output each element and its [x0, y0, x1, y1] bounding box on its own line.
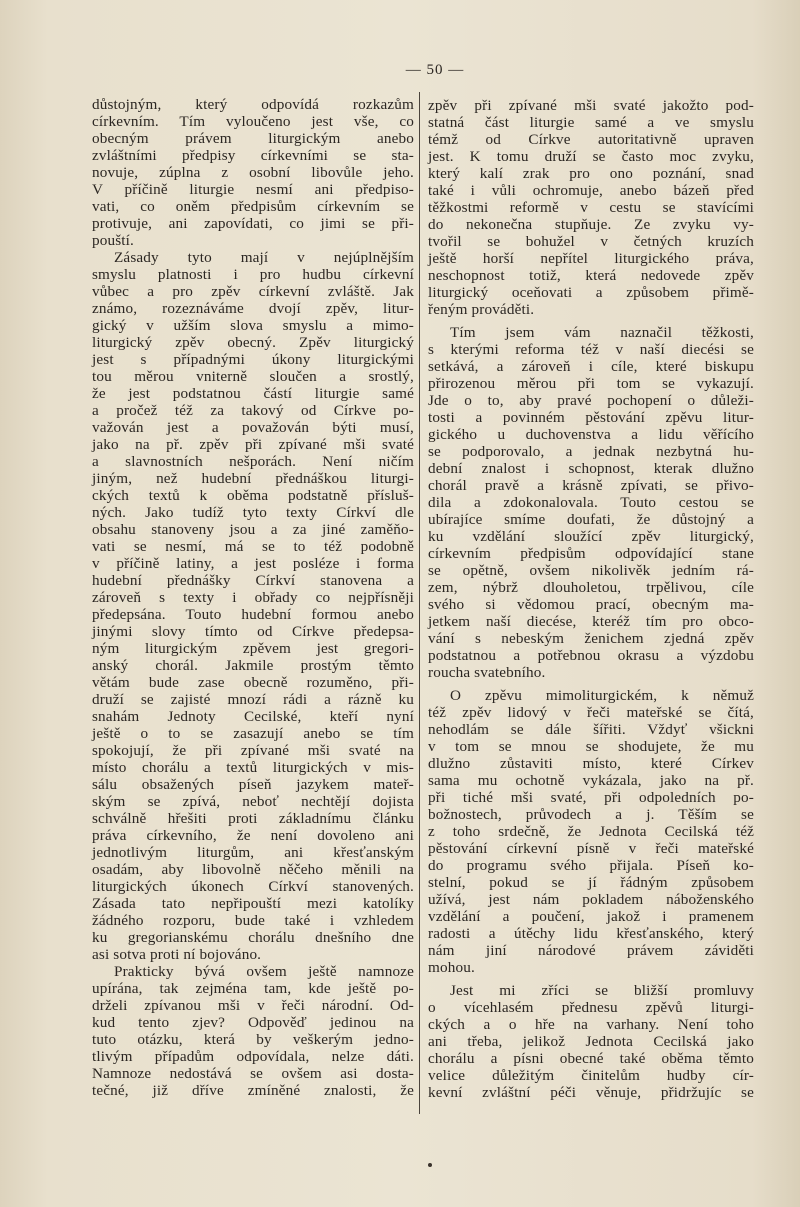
- text-line: jinými slovy tímto od Církve předepsa-: [92, 623, 414, 640]
- text-line: kevní zvláštní péči věnuje, přidržujíc se: [428, 1084, 754, 1101]
- text-line: osadám, aby libovolně něčeho měnili na: [92, 861, 414, 878]
- text-line: smyslu platnosti i pro hudbu církevní: [92, 266, 414, 283]
- text-line: Prakticky bývá ovšem ještě namnoze: [114, 963, 414, 980]
- text-line: liturgický zpěv obecný. Zpěv liturgický: [92, 334, 414, 351]
- text-line: chorálu a písni obecné také oběma těmto: [428, 1050, 754, 1067]
- paragraph: [92, 963, 414, 1099]
- text-line: protivuje, ani zapovídati, co jimi se při-: [92, 215, 414, 232]
- text-line: Jde o to, aby pravé pochopení o důleži-: [428, 392, 754, 409]
- text-line: témž od Církve autoritativně upraven: [428, 131, 754, 148]
- text-line: drželi zpívanou mši v řeči národní. Od-: [92, 997, 414, 1014]
- text-line: dila a zdokonalovala. Touto cestou se: [428, 494, 754, 511]
- text-line: Tím jsem vám naznačil těžkosti,: [450, 324, 754, 341]
- text-line: Jest mi zříci se bližší promluvy: [450, 982, 754, 999]
- text-line: zvláštními předpisy církevními se sta-: [92, 147, 414, 164]
- text-line: ani třeba, jelikož Jednota Cecilská jako: [428, 1033, 754, 1050]
- text-line: nám jiní národové právem záviděti: [428, 942, 754, 959]
- text-line: do programu svého přijala. Píseň ko-: [428, 857, 754, 874]
- text-line: stelní, pokud se jí řádným způsobem: [428, 874, 754, 891]
- text-line: O zpěvu mimoliturgickém, k němuž: [450, 687, 754, 704]
- text-line: liturgický oceňovati a způsobem přimě-: [428, 284, 754, 301]
- text-line: roucha svatebního.: [428, 664, 546, 681]
- text-line: sálu obsažených píseň jazykem mateř-: [92, 776, 414, 793]
- paragraph: [92, 249, 414, 963]
- text-line: mohou.: [428, 959, 475, 976]
- text-line: sama mu ochotně vykázala, jako na př.: [428, 772, 754, 789]
- column-divider: [419, 92, 420, 1114]
- paragraph: [428, 324, 754, 681]
- text-line: s kterými reforma též v naší diecési se: [428, 341, 754, 358]
- text-line: vati, co oněm předpisům církevním se: [92, 198, 414, 215]
- paragraph: [428, 982, 754, 1101]
- text-line: ským se zpívá, neboť nechtějí dojista: [92, 793, 414, 810]
- text-line: ckých textů k oběma podstatně přísluš-: [92, 487, 414, 504]
- text-line: asi sotva proti ní bojováno.: [92, 946, 262, 963]
- text-line: tlivým případům odpovídala, nelze dáti.: [92, 1048, 414, 1065]
- text-line: jest s případnými úkony liturgickými: [92, 351, 414, 368]
- text-line: ještě horší nepřítel liturgického práva,: [428, 250, 754, 267]
- text-line: známo, rozeznáváme dvojí zpěv, litur-: [92, 300, 414, 317]
- text-line: řeným prováděti.: [428, 301, 535, 318]
- text-line: přirozenou měrou při tom se vykazují.: [428, 375, 754, 392]
- text-line: ných. Jako tudíž tyto texty Církví dle: [92, 504, 414, 521]
- text-line: ku vzdělání sloužící zpěv liturgický,: [428, 528, 754, 545]
- text-line: vzdělání a poučení, jakož i pramenem: [428, 908, 754, 925]
- text-line: kud tento zjev? Odpověď jedinou na: [92, 1014, 414, 1031]
- text-line: jiným, než hudební přednáškou liturgi-: [92, 470, 414, 487]
- text-line: církevním. Tím vyloučeno jest vše, co: [92, 113, 414, 130]
- text-line: novuje, zúplna z osobní libovůle jeho.: [92, 164, 414, 181]
- text-line: v tom se mnou se shodujete, že mu: [428, 738, 754, 755]
- text-line: a slavnostních nešporách. Není ničím: [92, 453, 414, 470]
- text-line: při tiché mši svaté, při odpoledních po-: [428, 789, 754, 806]
- text-line: upírána, tak zejména tam, kde ještě po-: [92, 980, 414, 997]
- text-line: schválně hřešiti proti základnímu článku: [92, 810, 414, 827]
- text-line: z toho srdečně, že Jednota Cecilská též: [428, 823, 754, 840]
- text-line: podstatnou a potřebnou okrasu a výzdobu: [428, 647, 754, 664]
- page-number: — 50 —: [405, 62, 465, 78]
- paragraph: [428, 97, 754, 318]
- text-line: neschopnost totiž, která nedovede zpěv: [428, 267, 754, 284]
- text-line: vání s nebeským ženichem zjedná zpěv: [428, 630, 754, 647]
- text-line: jako na př. zpěv při zpívané mši svaté: [92, 436, 414, 453]
- text-line: hudební přednášky Církví stanovena a: [92, 572, 414, 589]
- text-line: božnostech, průvodech a j. Těším se: [428, 806, 754, 823]
- text-line: druží se zajisté mnozí rádi a rázně ku: [92, 691, 414, 708]
- text-line: práva církevního, že není dovoleno ani: [92, 827, 414, 844]
- right-column: [428, 97, 754, 1101]
- text-line: tečné, již dříve zmíněné znalosti, že: [92, 1082, 414, 1099]
- text-line: jednotlivým liturgům, ani křesťanským: [92, 844, 414, 861]
- text-line: důstojným, který odpovídá rozkazům: [92, 96, 414, 113]
- text-line: též zpěv lidový v řeči mateřské se čítá,: [428, 704, 754, 721]
- text-line: anský chorál. Jakmile prostým těmto: [92, 657, 414, 674]
- text-line: ckých a o hře na varhany. Není toho: [428, 1016, 754, 1033]
- text-line: gického u duchovenstva a lidu věřícího: [428, 426, 754, 443]
- text-line: v příčině latiny, a jest posléze i forma: [92, 555, 414, 572]
- paragraph: [92, 96, 414, 249]
- text-line: tvořil se bohužel v četných kruzích: [428, 233, 754, 250]
- text-line: Namnoze nedostává se ovšem asi dosta-: [92, 1065, 414, 1082]
- text-line: dební znalost i schopnost, kterak dlužno: [428, 460, 754, 477]
- text-line: velice důležitým činitelům hudby cír-: [428, 1067, 754, 1084]
- text-line: obecným právem liturgickým anebo: [92, 130, 414, 147]
- text-line: žádného rozporu, bude také i vzhledem: [92, 912, 414, 929]
- text-line: zpěv při zpívané mši svaté jakožto pod-: [428, 97, 754, 114]
- text-line: jetkem naší diecése, kteréž tím pro obco-: [428, 613, 754, 630]
- text-line: spokojují, že při zpívané mši svaté na: [92, 742, 414, 759]
- text-line: těžkostmi reformě v cestu se stavícími: [428, 199, 754, 216]
- text-line: ným liturgickým zpěvem jest gregori-: [92, 640, 414, 657]
- text-line: statná část liturgie samé a ve smyslu: [428, 114, 754, 131]
- paragraph: [428, 687, 754, 976]
- text-line: setkává, a zároveň i cíle, které biskupu: [428, 358, 754, 375]
- text-line: ještě o to se zasazují anebo se tím: [92, 725, 414, 742]
- left-column: [92, 96, 414, 1099]
- text-line: radosti a útěchy lidu křesťanského, který: [428, 925, 754, 942]
- text-line: Zásady tyto mají v nejúplnějším: [114, 249, 414, 266]
- text-line: užívá, jest nám pokladem náboženského: [428, 891, 754, 908]
- text-line: tou měrou vniterně sloučen a srostlý,: [92, 368, 414, 385]
- text-line: církevním předpisům odpovídající stane: [428, 545, 754, 562]
- text-line: tuto otázku, která by veškerým jedno-: [92, 1031, 414, 1048]
- text-line: Zásada tato nepřipouští mezi katolíky: [92, 895, 414, 912]
- text-line: do nekonečna stupňuje. Ze zvyku vy-: [428, 216, 754, 233]
- text-line: místo chorálu a textů liturgických v mis-: [92, 759, 414, 776]
- text-line: se podporovalo, a jednak nezbytná hu-: [428, 443, 754, 460]
- text-line: který kalí zrak pro ono poznání, snad: [428, 165, 754, 182]
- text-line: jest. K tomu druží se často moc zvyku,: [428, 148, 754, 165]
- text-line: že jest podstatnou částí liturgie samé: [92, 385, 414, 402]
- text-line: pěstování církevní písně v řeči mateřské: [428, 840, 754, 857]
- text-line: také i vůli ochromuje, anebo bázeň před: [428, 182, 754, 199]
- text-line: ku gregorianskému chorálu dnešního dne: [92, 929, 414, 946]
- text-line: vati se nesmí, má se to též podobně: [92, 538, 414, 555]
- text-line: liturgických úkonech Církví stanovených.: [92, 878, 414, 895]
- text-line: předepsána. Touto hudební formou anebo: [92, 606, 414, 623]
- ink-dot: [428, 1163, 432, 1167]
- text-line: zároveň s texty i obřady co nejpřísněji: [92, 589, 414, 606]
- text-line: V příčině liturgie nesmí ani předpiso-: [92, 181, 414, 198]
- text-line: a pročež též za takový od Církve po-: [92, 402, 414, 419]
- text-line: se opětně, ovšem nikolivěk jedním rá-: [428, 562, 754, 579]
- text-line: dlužno zůstaviti místo, které Církev: [428, 755, 754, 772]
- text-line: vůbec a pro zpěv církevní zvláště. Jak: [92, 283, 414, 300]
- text-line: pouští.: [92, 232, 134, 249]
- text-line: zem, nýbrž dlouholetou, trpělivou, cíle: [428, 579, 754, 596]
- text-line: o vícehlasém přednesu zpěvů liturgi-: [428, 999, 754, 1016]
- text-line: svého si vědomou prací, obecným ma-: [428, 596, 754, 613]
- text-line: chorál pravě a krásně zpívati, se přivo-: [428, 477, 754, 494]
- text-line: tosti a povinném pěstování zpěvu litur-: [428, 409, 754, 426]
- text-line: obsahu stanoveny jsou a za jiné zaměňo-: [92, 521, 414, 538]
- text-line: važován jest a považován býti musí,: [92, 419, 414, 436]
- text-line: ubírajíce smíme doufati, že důstojný a: [428, 511, 754, 528]
- text-line: větám bude zase obecně rozuměno, při-: [92, 674, 414, 691]
- text-line: snahám Jednoty Cecilské, kteří nyní: [92, 708, 414, 725]
- text-line: gický v užším slova smyslu a mimo-: [92, 317, 414, 334]
- text-line: nehodlám se dále šířiti. Vždyť všickni: [428, 721, 754, 738]
